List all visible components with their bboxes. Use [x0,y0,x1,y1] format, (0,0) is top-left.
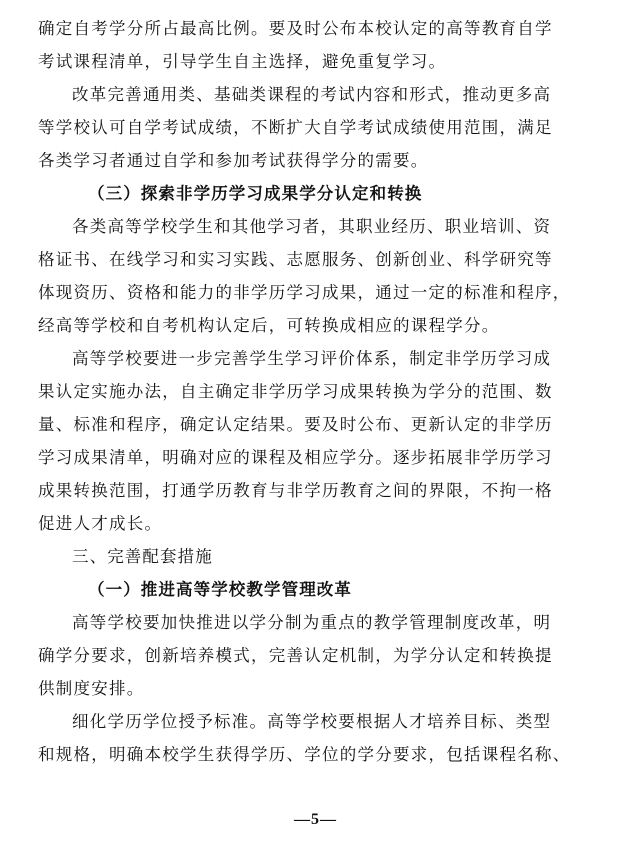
section-heading: （三）探索非学历学习成果学分认定和转换 [88,184,423,203]
text-line: 各类学习者通过自学和参加考试获得学分的需要。 [38,151,429,170]
text-line: 和规格，明确本校学生获得学历、学位的学分要求，包括课程名称、 [38,745,571,764]
page-number: —5— [294,811,337,828]
text-line: 体现资历、资格和能力的非学历学习成果，通过一定的标准和程序， [38,283,571,302]
chapter-heading: 三、完善配套措施 [72,547,213,566]
body-text [38,12,594,771]
text-line: 供制度安排。 [38,679,145,698]
text-line: 量、标准和程序，确定认定结果。要及时公布、更新认定的非学历 [38,415,553,434]
paragraph-start: 高等学校要加快推进以学分制为重点的教学管理制度改革，明 [72,613,552,632]
text-line: 确定自考学分所占最高比例。要及时公布本校认定的高等教育自学 [38,19,553,38]
text-line: 经高等学校和自考机构认定后，可转换成相应的课程学分。 [38,316,500,335]
text-line: 成果转换范围，打通学历教育与非学历教育之间的界限，不拘一格 [38,481,553,500]
text-line: 果认定实施办法，自主确定非学历学习成果转换为学分的范围、数 [38,382,553,401]
text-line: 等学校认可自学考试成绩，不断扩大自学考试成绩使用范围，满足 [38,118,553,137]
paragraph-start: 各类高等学校学生和其他学习者，其职业经历、职业培训、资 [72,217,552,236]
text-line: 考试课程清单，引导学生自主选择，避免重复学习。 [38,52,447,71]
text-line: 学习成果清单，明确对应的课程及相应学分。逐步拓展非学历学习 [38,448,553,467]
paragraph-start: 高等学校要进一步完善学生学习评价体系，制定非学历学习成 [72,349,552,368]
text-line: 格证书、在线学习和实习实践、志愿服务、创新创业、科学研究等 [38,250,553,269]
text-line: 确学分要求，创新培养模式，完善认定机制，为学分认定和转换提 [38,646,553,665]
text-line: 促进人才成长。 [38,514,163,533]
section-heading: （一）推进高等学校教学管理改革 [88,580,352,599]
paragraph-start: 细化学历学位授予标准。高等学校要根据人才培养目标、类型 [72,712,552,731]
paragraph-start: 改革完善通用类、基础类课程的考试内容和形式，推动更多高 [72,85,552,104]
